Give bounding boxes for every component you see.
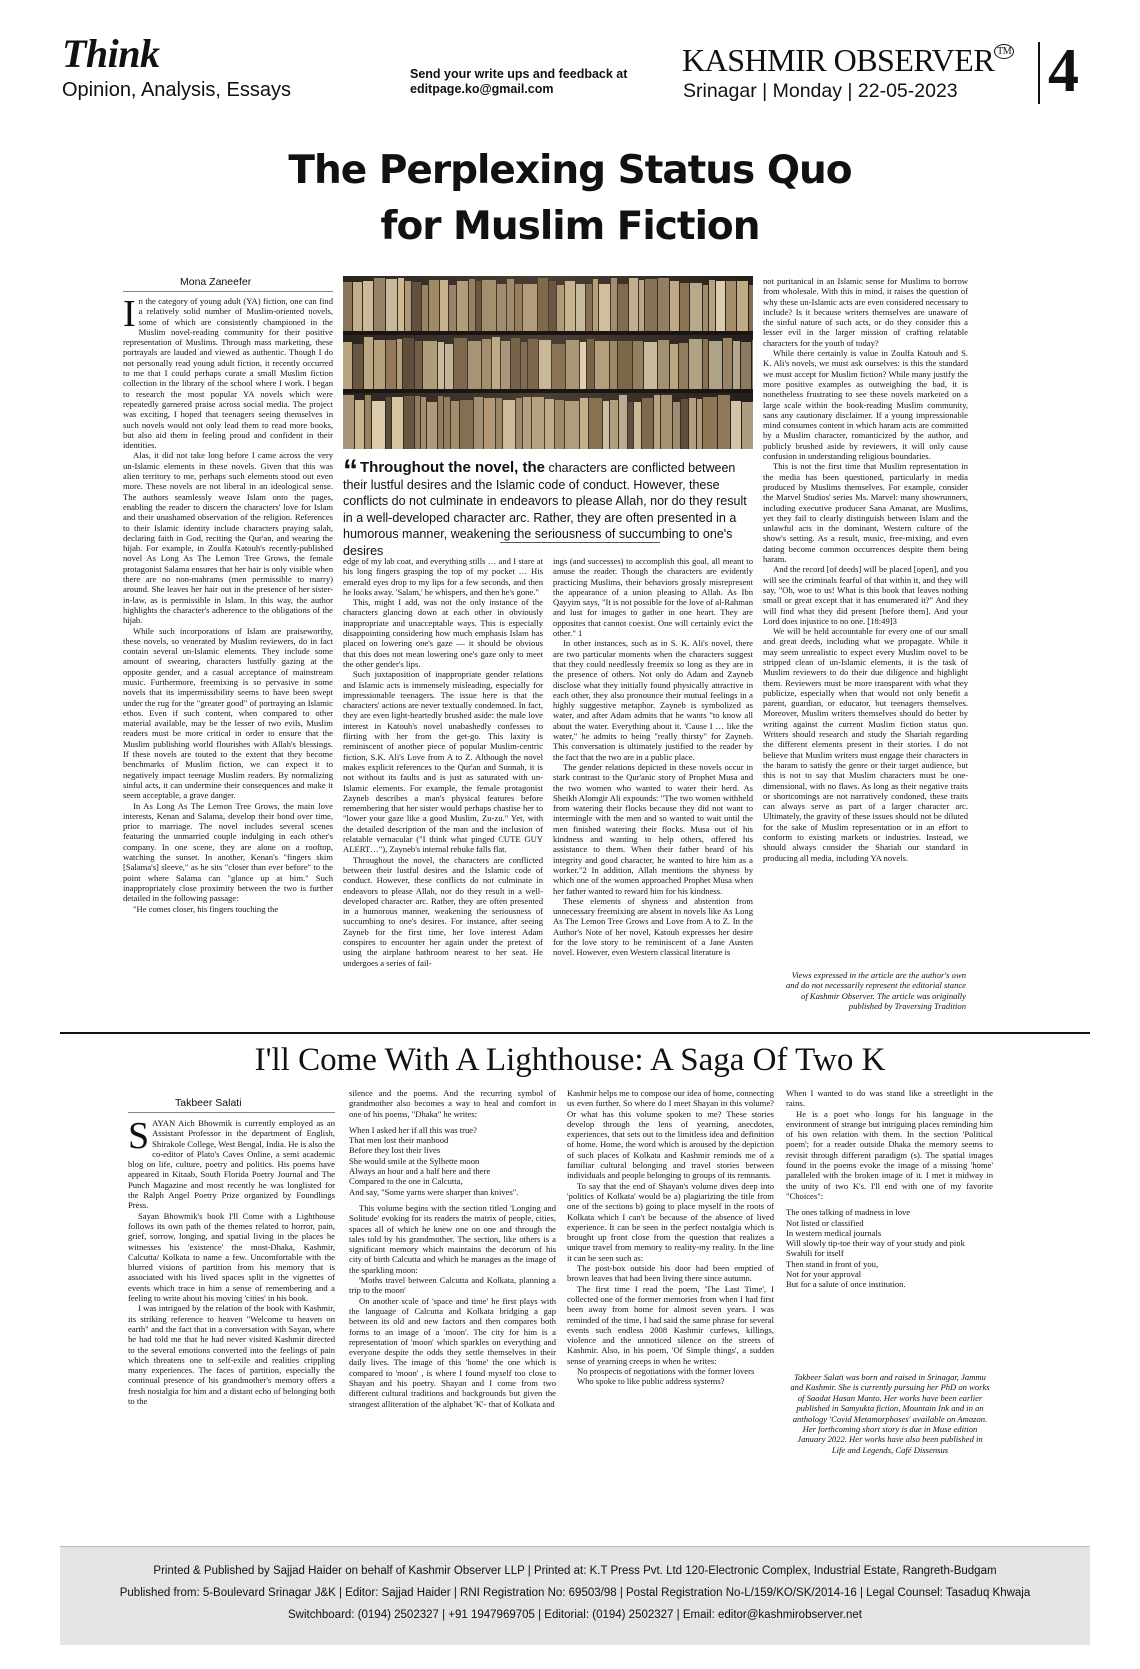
poem-dhaka (349, 1125, 556, 1197)
book-spine (484, 398, 495, 449)
book-spine (670, 281, 679, 331)
book-spine (709, 341, 722, 389)
book-spine (374, 278, 385, 331)
book-spine (586, 284, 592, 331)
imprint-line-1: Printed & Published by Sajjad Haider on behalf of Kashmir Observer LLP | Printed at: K.T Press Pvt. Ltd 120-Electronic Complex, Industrial Estate, Rangreth-Budgam (153, 1565, 997, 1577)
paragraph: Sayan Bhowmik's book I'll Come with a Lighthouse follows its own path of the themes related to horror, pain, grief, sorrow, longing, and spatial living in the places he witnesses his 'existence' the most-Dhaka, Kashmir, Calcutta/ Kolkata to name a few. Uncomfortable with the blurred visions of partition from his memory that is associated with his lived spaces split in the vignettes of events which trace in him a sense of remembering and a feeling to write about his moving 'cities' in his book. (128, 1210, 335, 1304)
book-spine (749, 285, 753, 331)
book-spine (474, 397, 483, 449)
book-spine (343, 282, 352, 331)
book-spine (469, 279, 475, 331)
book-spine (363, 281, 373, 331)
paragraph: ings (and successes) to accomplish this goal, all meant to amuse the reader. Though the characters are evidently practicing Muslims, their behaviors grossly misrepresent the appearance of a union pleasing to Allah. As Ibn Qayyim says, "It is not possible for the love of al-Rahman and lust for images to gather in one heart. They are opposites that cannot coexist. One will certainly evict the other." 1 (553, 556, 753, 639)
paragraph: On another scale of 'space and time' he first plays with the language of Calcutta and Kolkata bridging a gap between its old and new factors and then compares both forms to an image of a 'moon'. The city for him is a representation of 'moon' which sparkles on everything and everyone despite the odds they settle themselves in their daily lives. The image of this 'home' the one which is compared to 'moon' , is where I found myself too close to Shayan and his poetry. Shayan and I come from two different cultural traditions and backgrounds but given the strangest alliteration of the alphabet 'K'- that of Kolkata and (349, 1295, 556, 1409)
book-spine (741, 342, 751, 389)
book-spine (611, 278, 617, 331)
book-spine (644, 342, 657, 389)
book-spine (589, 398, 602, 449)
paragraph: edge of my lab coat, and everything stills … and I stare at his long fingers grasping the top of my pocket … His emerald eyes drop to my lips for a few seconds, and then he looks away. 'Salam,' he whispers, and then he's gone." (343, 556, 543, 597)
paragraph: This is not the first time that Muslim representation in the media has been questioned, particularly in media produced by Muslims themselves. For example, consider the Marvel Studios' series Ms. Marvel: many showrunners, including executive producer Sana Amanat, are Muslims, yet they fail to clearly distinguish between Islam and the unlawful acts in the dominant, Western culture of the show's setting. As a result, music, free-mixing, and even dating become common occurrences despite them being haram. (763, 461, 968, 565)
section-title: Think (62, 31, 160, 76)
book-spine (618, 284, 628, 331)
imprint-footer (60, 1546, 1090, 1645)
book-spine (511, 338, 520, 389)
book-spine (497, 284, 506, 331)
paragraph: While there certainly is value in Zoulfa Katouh and S. K. Ali's novels, we must ask ourselves: is this the standard we must accept for Muslim fiction? While many justify the more positive examples as outweighing the bad, it is nonetheless frustrating to see these novels marketed on a large scale within the book-reading Muslim community, sans any cautionary disclaimer. If a young impressionable mind consumes content in which haram acts are committed by a Muslim character, romanticized by the author, and publicly brushed aside by reviewers, it will only cause confusion in understanding religious boundaries. (763, 348, 968, 462)
paragraph: Who spoke to like public address systems? (577, 1376, 725, 1387)
book-spine (386, 340, 396, 389)
book-spine (654, 395, 660, 449)
book-spine (492, 337, 500, 389)
article2-column-4 (786, 1088, 993, 1358)
submission-email[interactable]: editpage.ko@gmail.com (410, 82, 554, 96)
book-spine (421, 397, 426, 449)
book-spine (386, 279, 397, 331)
trademark-mark: TM (994, 44, 1014, 59)
book-spine (451, 401, 459, 449)
poem-line: The ones talking of madness in love (786, 1207, 911, 1218)
page-number: 4 (1048, 37, 1079, 105)
book-spine (731, 401, 741, 449)
book-spine (422, 285, 428, 331)
book-spine (343, 342, 352, 389)
paragraph: Throughout the novel, the characters are conflicted between their lustful desires and the Islamic code of conduct. However, these conflicts do not culminate in endeavors to please Allah, nor do they result in a well-developed character arc. Rather, they are often presented in a humorous manner, weakening the seriousness of succumbing to one's desires. For instance, after seeing Zayneb for the first time, her love interest Adam conspires to encounter her again under the pretext of using the airplane bathroom nearest to her seat. He undergoes a series of fail- (343, 854, 543, 968)
book-spine (449, 285, 456, 331)
book-spine (398, 278, 404, 331)
book-spine (703, 339, 708, 389)
article-byline: Mona Zaneefer (180, 276, 252, 288)
book-spine (718, 395, 730, 449)
poem-line: She would smile at the Sylhette moon (349, 1155, 480, 1166)
paragraph: The first time I read the poem, 'The Last Time', I collected one of the former memories from when I had first been away from home for almost seven years. I was reminded of the time, I had said the same phrase for several events such endless 2008 Kashmir curfews, killings, violence and the unnoticed silence on the streets of Kashmir. Also, in his poem, 'Of Simple things', a sudden sense of yearning creeps in when he writes: (567, 1283, 774, 1366)
book-spine (476, 281, 481, 331)
page-number-divider (1038, 42, 1040, 104)
paragraph: This, might I add, was not the only instance of the characters glancing down at each other in obviously inappropriate and unacceptable ways. This is especially disappointing considering how much emphasis Islam has placed on lowering one's gaze — it should be obvious that this does not mean lowering one's gaze only to meet the other gender's lips. (343, 597, 543, 669)
book-spine (703, 285, 708, 331)
book-spine (628, 402, 633, 449)
book-spine (364, 337, 373, 389)
editorial-disclaimer: Views expressed in the article are the author's own and do not necessarily represent the editorial stance of Kashmir Observer. The article was originally published by Traversing Tradition (785, 970, 966, 1012)
book-spine (593, 279, 598, 331)
book-spine (440, 280, 448, 331)
book-spine (629, 278, 638, 331)
book-spine (412, 282, 421, 331)
book-spine (642, 398, 653, 449)
paragraph: To say that the end of Shayan's volume dives deep into 'politics of Kolkata' would be a) plagiarizing the title from one of the sections b) going to place myself in the roots of Kolkata which I can't be because of the absence of lived experience. It can be seen in the perfect nostalgia which is brought up front close from the question that realizes a unique travel from memory to reality-my reality. In the line it can be seen such as: (567, 1180, 774, 1263)
poem-line: Then stand in front of you, (786, 1258, 879, 1269)
paragraph: We will be held accountable for every one of our small and great deeds, including what we propagate. While it may seem unrealistic to expect every Muslim novel to be stripped clean of un-Islamic elements, it is the task of Muslim reviewers to do their due diligence and highlight them. Reviewers must be more transparent with what they publicize, especially when that would not only benefit a parent, guardian, or educator, but teenagers themselves. Moreover, Muslim writers themselves should do better by writing against the current Muslim fiction status quo. Writers should research and study the Shariah regarding the different elements present in their stories. I do not believe that Muslim writers must engage their characters in the haram to satisfy the genre or their target audience, but this is not to say that Muslim characters must be one-dimensional, with no flaws. As long as their negative traits or shortcomings are not narratively condoned, these traits can always serve as part of a larger character arc. Ultimately, the gravity of these issues should not be diluted for the sake of Muslim representation or in an effort to conform to existing markets or industries. Instead, we should always consider the Shariah our standard in producing all media, including YA novels. (763, 626, 968, 863)
quote-mark-icon: “ (343, 454, 358, 487)
book-spine (733, 341, 740, 389)
byline-rule (123, 291, 333, 292)
pull-quote-text: characters are conflicted between their lustful desires and the Islamic code of conduct. However, these conflicts do not culminate in endeavors to please Allah, nor do they result in a well-developed character arc. Rather, they are often presented in a humorous manner, weakening the seriousness of succumbing to one's desires (343, 461, 747, 558)
book-spine (539, 340, 551, 389)
dateline: Srinagar | Monday | 22-05-2023 (683, 80, 958, 102)
book-spine (532, 397, 544, 449)
book-spine (457, 281, 468, 331)
book-spine (415, 341, 422, 389)
book-spine (501, 341, 510, 389)
imprint-line-2: Published from: 5-Boulevard Srinagar J&K | Editor: Sajjad Haider | RNI Registration No: 69503/98 | Postal Registration No-L/159/KO/SK/2014-16 | Legal Counsel: Tasaduq Khwaja (119, 1587, 1031, 1599)
drop-cap: I (123, 296, 136, 335)
poem-choices (786, 1207, 993, 1289)
book-spine (599, 284, 610, 331)
paragraph: Such juxtaposition of inappropriate gender relations and Islamic acts is immensely misleading, especially for impressionable teenagers. The issue here is that the characters' actions are never textually condemned. In fact, they are even light-heartedly brushed aside: the male love interest in Katouh's novel unabashedly confesses to flirting with her from the get-go. This laxity is reminiscent of another piece of popular Muslim-centric fiction, S.K. Ali's Love from A to Z. Although the novel makes explicit references to the Qur'an and Sunnah, it is not without its faults and is just as saturated with un-Islamic elements. For example, the female protagonist Zayneb describes a man's physical features before remembering that her sister would perhaps chastise her to "lower your gaze like a good Muslim, Zu-zu." Yet, with the detailed description of the man and the inclusion of relatable vernacular ("I think what pinged CUTE GUY ALERT…"), Zayneb's internal rebuke falls flat. (343, 669, 543, 855)
book-spine (397, 339, 402, 389)
book-spine (618, 341, 632, 389)
book-spine (549, 281, 556, 331)
book-spine (353, 282, 362, 331)
byline-rule (128, 1112, 335, 1113)
book-spine (680, 283, 689, 331)
book-spine (595, 341, 609, 389)
book-spine (503, 400, 515, 449)
paragraph: The post-box outside his door had been emptied of brown leaves that had been living there since autumn. (567, 1263, 774, 1284)
book-spine (742, 402, 753, 449)
book-spine (716, 281, 725, 331)
book-spine (521, 342, 527, 389)
book-spine (372, 401, 385, 449)
bookshelf-photo (343, 276, 753, 449)
book-spine (353, 344, 363, 389)
book-spine (523, 284, 537, 331)
book-spine (438, 396, 443, 449)
book-spine (603, 401, 609, 449)
section-subtitle: Opinion, Analysis, Essays (62, 79, 291, 101)
book-spine (580, 398, 588, 449)
book-spine (565, 281, 575, 331)
imprint-line-3: Switchboard: (0194) 2502327 | +91 1947969705 | Editorial: (0194) 2502327 | Email: editor@kashmirobserver.net (288, 1609, 862, 1621)
article2-column-3 (567, 1088, 774, 1538)
book-spine (445, 344, 453, 389)
pull-quote-rule (500, 542, 660, 543)
bookshelf-image (343, 276, 753, 449)
poem-line: When I asked her if all this was true? (349, 1124, 477, 1135)
book-spine (634, 402, 641, 449)
book-spine (689, 339, 702, 389)
book-spine (403, 338, 414, 389)
book-spine (405, 281, 411, 331)
book-spine (528, 339, 538, 389)
book-spine (429, 280, 439, 331)
paragraph: When I wanted to do was stand like a streetlight in the rains. (786, 1088, 993, 1109)
book-spine (639, 280, 644, 331)
book-spine (404, 396, 414, 449)
book-spine (415, 396, 420, 449)
book-spine (496, 398, 502, 449)
paragraph: This volume begins with the section titled 'Longing and Solitude' evoking for its readers the matrix of people, cities, spaces all of which he knew one on one and through the tales told by his grandmother. The section, like others is a significant memory which maintains the decorum of his city of birth Calcutta and which he manages as the image of the sparkling moon: (349, 1202, 556, 1275)
poem-line: Before they lost their lives (349, 1145, 441, 1156)
book-spine (697, 399, 702, 449)
paragraph: Alas, it did not take long before I came across the very un-Islamic elements in these novels. Given that this was alien territory to me, perhaps such elements stood out even more. These novels are not liberal in an ideological sense. The authors seamlessly weave Islam onto the pages, enabling the reader to discern the characters' love for Islam and their unashamed observation of the religion. References to their Islamic identity include characters praying salah, declaring faith in God, reciting the Qur'an, and wearing the hijab. For example, in Zoulfa Katouh's recently-published novel As Long As The Lemon Tree Grows, the female protagonist Salama ensures that her hair is only visible when there are no non-mahrams (men permissible to marry) around. She leaves her hair out in the presence of her sister-in-law, as is permissible in Islam. In this way, the author highlights the character's adherence to the obligations of the hijab. (123, 450, 333, 626)
book-spine (355, 400, 364, 449)
article2-title: I'll Come With A Lighthouse: A Saga Of Two K (254, 1042, 886, 1078)
poem-line: But for a salute of once institution. (786, 1279, 906, 1290)
book-spine (555, 400, 564, 449)
book-spine (507, 279, 514, 331)
author-bio: Takbeer Salati was born and raised in Srinagar, Jammu and Kashmir. She is currently pursuing her PhD on works of Saadat Hasan Manto. Her works have been earlier published in Samyukta fiction, Mountain Ink and in an anthology 'Covid Metamorphoses' available on Amazon. Her forthcoming short story is due in Muse edition January 2022. Her works have also been published in Life and Legends, Café Dissensus (790, 1372, 990, 1455)
paragraph: "He comes closer, his fingers touching the (133, 903, 279, 914)
article-divider (60, 1032, 1090, 1034)
poem-line: In western medical journals (786, 1227, 882, 1238)
paragraph-text: AYAN Aich Bhowmik is currently employed as an Assistant Professor in the department of English, Shirakole College, West Bengal, India. He is also the co-editor of Plato's Caves Online, a semi academic blog on life, culture, poetry and politics. His poems have appeared in Kitaab, South Florida Poetry Journal and The Punch Magazine and most recently he was longlisted for the Ralph Angel Poetry Prize organized by Foundlings Press. (128, 1118, 335, 1211)
book-spine (670, 344, 678, 389)
book-spine (365, 395, 371, 449)
book-spine (343, 395, 354, 449)
book-spine (661, 395, 672, 449)
book-spine (679, 343, 688, 389)
book-spine (709, 280, 715, 331)
book-spine (645, 279, 657, 331)
article-title-line2: for Muslim Fiction (380, 204, 760, 249)
poem-line: Always an hour and a half here and there (349, 1166, 491, 1177)
paragraph: not puritanical in an Islamic sense for Muslims to borrow from wholesale. With this in mind, it raises the question of why these un-Islamic acts are even considered necessary to include? Is it because writers themselves are unaware of the sinful nature of such acts, or do they consider this a lesser evil in the larger mission of crafting relatable characters for the youth of today? (763, 276, 968, 348)
paragraph: 'Moths travel between Calcutta and Kolkata, planning a trip to the moon' (349, 1275, 556, 1296)
paragraph: He is a poet who longs for his language in the environment of strange but intriguing places reminding him of his own relation with them. In the section 'Political poem'; for a reader outside Dhaka the memory seems to revisit through different paradigm (s). The spatial images found in the poems evoke the image of a missing 'home' paralleled with the broken image of it. I met it midway in the unity of two K's. I'll end with one of my favorite "Choices": (786, 1108, 993, 1201)
book-spine (690, 283, 702, 331)
book-spine (619, 395, 627, 449)
poem-line: And say, "Some yarns were sharper than knives". (349, 1186, 519, 1197)
book-spine (658, 278, 669, 331)
pull-quote-lead: Throughout the novel, the (360, 459, 545, 476)
article2-column-2 (349, 1088, 556, 1538)
poem-line: Not listed or classified (786, 1217, 864, 1228)
book-spine (580, 342, 586, 389)
paragraph: And the record [of deeds] will be placed [open], and you will see the criminals fearful of that within it, and they will say, "Oh, woe to us! What is this book that leaves nothing small or great except that it has enumerated it?" And they will find what they did present [before them]. And your Lord does injustice to no one. [18:49]3 (763, 564, 968, 626)
book-spine (737, 281, 748, 331)
paragraph: While such incorporations of Islam are praiseworthy, these novels, so venerated by Muslim reviewers, do in fact contain several un-Islamic elements. They include some amount of swearing, characters lustfully gazing at the opposite gender, and a casual acceptance of mainstream music. Furthermore, freemixing is so pervasive in some novels that its impermissibility seems to have been swept under the rug for the "greater good" of portraying an Islamic ethos. Even if such content, when compared to other material available, may be the lesser of two evils, Muslim readers must be more critical in order to ensure that the Muslim publishing world flourishes with Allah's blessings. If these novels are touted to the extent that they become benchmarks of Muslim fiction, we can expect it to negatively impact teenage Muslim readers. By normalizing sinful acts, it can undermine their consequences and make it seem acceptable, a grave danger. (123, 625, 333, 801)
article-column-3 (553, 556, 753, 1026)
book-spine (726, 281, 736, 331)
book-spine (752, 340, 753, 389)
book-spine (658, 340, 669, 389)
submission-info (410, 67, 627, 97)
book-spine (538, 278, 548, 331)
poem-line: Compared to the one in Calcutta, (349, 1176, 463, 1187)
book-spine (681, 399, 688, 449)
pull-quote (343, 454, 753, 559)
book-spine (444, 397, 450, 449)
book-spine (460, 400, 473, 449)
book-spine (515, 284, 522, 331)
book-spine (552, 344, 565, 389)
book-spine (386, 397, 391, 449)
book-spine (565, 401, 579, 449)
paragraph: These elements of shyness and abstention from unnecessary freemixing are absent in novels like As Long As The Lemon Tree Grows and Love from A to Z. In the Author's Note of her novel, Katouh expresses her desire for the love story to be reminiscent of a Jane Austen novel. However, even Western classical literature is (553, 895, 753, 958)
book-spine (545, 399, 554, 449)
book-spine (482, 280, 496, 331)
article-title-line1: The Perplexing Status Quo (288, 148, 852, 193)
book-spine (703, 397, 717, 449)
paragraph: Kashmir helps me to compose our idea of home, connecting us even further. So where do I meet Shayan in this volume? Or what has this volume spoken to me? These stories develop through the lens of yearning, anecdotes, experiences, that sets out to the limitless idea and definition of home. Home, the word which is aroused by the depiction of such places of Kolkata and Kashmir reminds me of a familiar cultural belonging and travel stories between individuals and people belonging to groups of its remnants. (567, 1088, 774, 1181)
book-spine (673, 402, 680, 449)
book-spine (374, 340, 385, 389)
book-spine (610, 341, 617, 389)
paragraph: I was intrigued by the relation of the book with Kashmir, its striking reference to heaven "Welcome to heaven on earth" and the fact that in a conversation with Sayan, where he had told me that he had never visited Kashmir directed to the several emotions converted into the feelings of pain which threatens one to self-exile and realities crippling many experiences. The faces of partition, especially the continual presence of his grandmother's memory offers a fresh nostalgia for him and a distant echo of belonging both to the (128, 1303, 335, 1407)
article2-byline: Takbeer Salati (175, 1097, 242, 1109)
book-spine (576, 284, 585, 331)
newspaper-brand (682, 42, 1014, 79)
paragraph: No prospects of negotiations with the former lovers (577, 1366, 755, 1377)
paragraph (123, 296, 333, 450)
drop-cap: S (128, 1118, 150, 1157)
article-column-2 (343, 556, 543, 1026)
paragraph-text: n the category of young adult (YA) fiction, one can find a relatively solid number of Muslim-oriented novels, some of which are consistently championed in the Muslim novel-reading community for their positive representation of Muslims. Through mass marketing, these portrayals are lauded and viewed as authentic. Though I do not personally read young adult fiction, it recently occurred to me that I could perhaps curate a small Muslim fiction collection in the library of the school where I work. I began to research the most popular YA novels which were repeatedly garnered praise across social media. The project was exciting, I hoped that teenagers seeing themselves in such novels would not only lead them to read more books, but also aid them in feeling proud and confident in their identities. (123, 296, 333, 451)
paragraph (128, 1118, 335, 1211)
book-spine (454, 338, 467, 389)
book-spine (392, 397, 403, 449)
paragraph: The gender relations depicted in these novels occur in stark contrast to the Qur'anic story of Prophet Musa and the two women who wanted to water their herd. As Sheikh Alomgir Ali expounds: "The two women withheld from watering their flocks because they did not want to intermingle with the men and so wanted to wait until the men finished watering their flocks. Musa out of his kindness and wanting to help others, offered his assistance to them. When their father heard of his integrity and good character, he wanted to hire him as a worker."2 In addition, Allah mentions the shyness by which one of the women approached Prophet Musa when her father wanted to reward him for his kindness. (553, 761, 753, 896)
book-spine (689, 398, 696, 449)
book-spine (523, 397, 531, 449)
article2-column-1 (128, 1118, 335, 1538)
book-spine (610, 400, 618, 449)
submission-line: Send your write ups and feedback at (410, 67, 628, 81)
book-spine (557, 285, 564, 331)
book-spine (423, 341, 437, 389)
poem-line: Not for your approval (786, 1269, 862, 1280)
paragraph: In As Long As The Lemon Tree Grows, the main love interests, Kenan and Salama, develop their bond over time, prior to marriage. The novel includes several scenes featuring the unmarried couple indulging in each other's company. In one scene, they are alone on a rooftop, watching the sunset. In another, Kenan's "fingers skim [Salama's] sleeve," as he sits "closer than ever before" to the point where Salama can "glance up at him." Such inappropriately close proximity between the two is further detailed in the following passage: (123, 800, 333, 904)
paragraph: In other instances, such as in S. K. Ali's novel, there are two particular moments when the characters suggest that they could needlessly freemix so long as they are in the presence of others. Not only do Adam and Zayneb disclose what they initially found physically attractive in each other, they also pronounce their mutual feelings in a highly suggestive metaphor. Zayneb is symbolized as water, and after Adam admits that he wants "to know all about the water. Everything about it. 'Cause I … like the water," he admits to being "really thirsty" for Zayneb. This conversation is ultimately justified to the reader by the fact that the two are in a public place. (553, 638, 753, 762)
book-spine (438, 342, 444, 389)
poem-line: Will slowly tip-toe their way of your study and pink (786, 1238, 965, 1249)
book-spine (468, 341, 481, 389)
article-column-1 (123, 296, 333, 1020)
book-spine (587, 339, 594, 389)
article-column-4 (763, 276, 968, 966)
book-spine (723, 338, 732, 389)
book-spine (482, 339, 491, 389)
brand-name: KASHMIR OBSERVER (682, 42, 995, 78)
poem-line: Swahili for itself (786, 1248, 844, 1259)
book-spine (566, 340, 579, 389)
paragraph: silence and the poems. And the recurring symbol of grandmother also becomes a way to heal and comfort in one of his poems, "Dhaka" he writes: (349, 1088, 556, 1119)
book-spine (427, 402, 437, 449)
poem-line: That men lost their manhood (349, 1135, 449, 1146)
book-spine (633, 341, 643, 389)
book-spine (516, 398, 522, 449)
